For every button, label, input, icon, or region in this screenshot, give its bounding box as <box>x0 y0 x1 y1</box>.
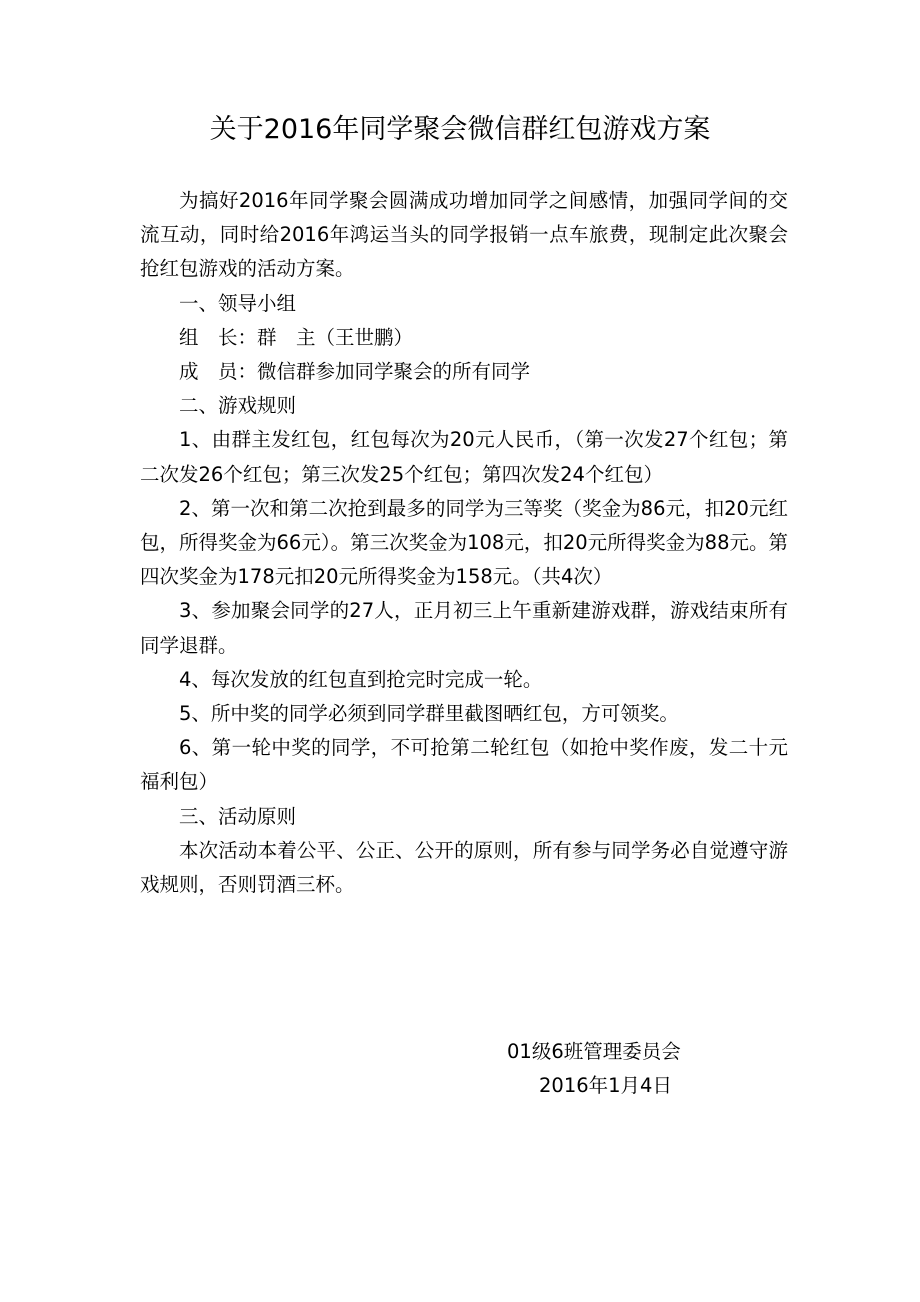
members-line: 成 员：微信群参加同学聚会的所有同学 <box>179 360 531 384</box>
intro-paragraph: 为搞好2016年同学聚会圆满成功增加同学之间感情，加强同学间的交流互动，同时给2016年鸿运当头的同学报销一点车旅费，现制定此次聚会抢红包游戏的活动方案。 <box>140 189 788 281</box>
signature-date: 2016年1月4日 <box>539 1074 672 1097</box>
section-heading-leadership: 一、领导小组 <box>179 291 297 315</box>
rule-3: 3、参加聚会同学的27人，正月初三上午重新建游戏群，游戏结束所有同学退群。 <box>140 599 788 657</box>
rule-5: 5、所中奖的同学必须到同学群里截图晒红包，方可领奖。 <box>179 702 679 726</box>
rule-1: 1、由群主发红包，红包每次为20元人民币，（第一次发27个红包；第二次发26个红包；第三次发25个红包；第四次发24个红包） <box>140 428 788 486</box>
section-heading-rules: 二、游戏规则 <box>179 394 297 418</box>
leader-line: 组 长：群 主（王世鹏） <box>179 325 414 349</box>
document-title: 关于2016年同学聚会微信群红包游戏方案 <box>209 114 711 145</box>
rule-2: 2、第一次和第二次抢到最多的同学为三等奖（奖金为86元，扣20元红包，所得奖金为66元）。第三次奖金为108元，扣20元所得奖金为88元。第四次奖金为178元扣20元所得奖金为158元。（共4次） <box>140 496 788 589</box>
section-heading-principles: 三、活动原则 <box>179 804 297 828</box>
principles-paragraph: 本次活动本着公平、公正、公开的原则，所有参与同学务必自觉遵守游戏规则，否则罚酒三杯。 <box>140 838 788 897</box>
document-body <box>140 184 788 902</box>
rule-4: 4、每次发放的红包直到抢完时完成一轮。 <box>179 667 543 691</box>
rule-6: 6、第一轮中奖的同学，不可抢第二轮红包（如抢中奖作废，发二十元福利包） <box>140 736 788 794</box>
signature-organization: 01级6班管理委员会 <box>507 1040 681 1063</box>
